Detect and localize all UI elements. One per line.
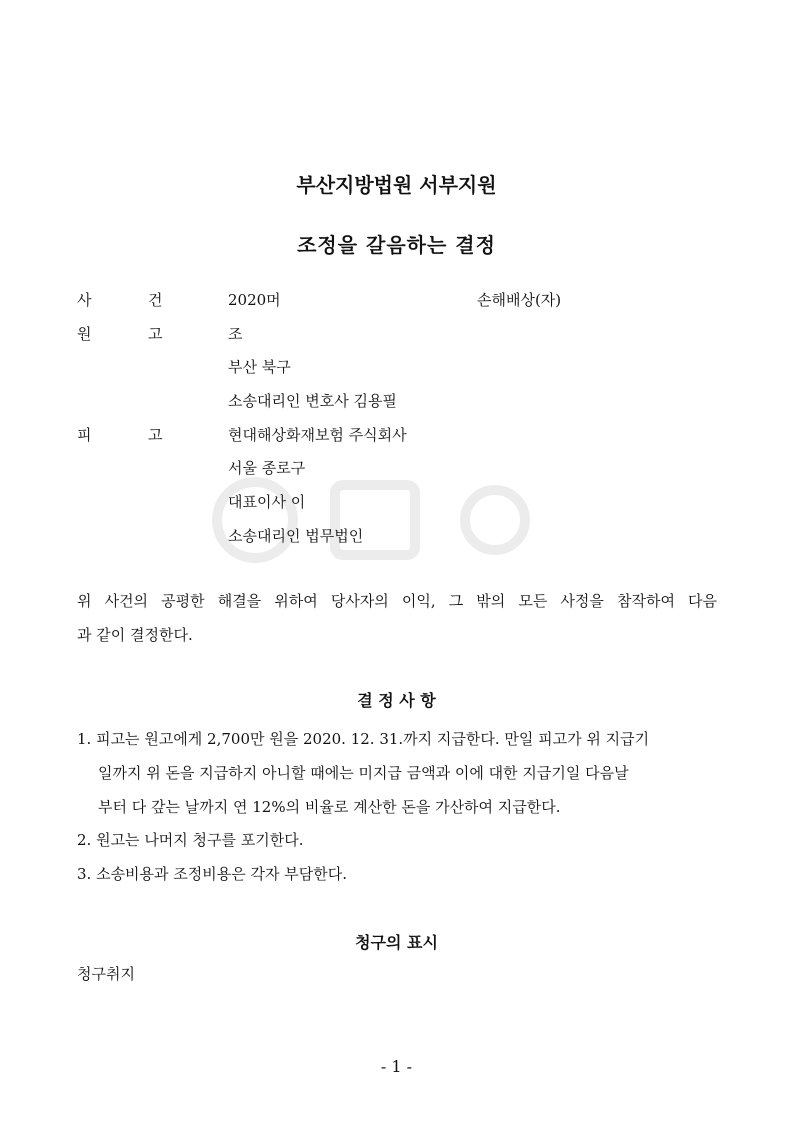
intro-word: 위 bbox=[77, 592, 92, 610]
plaintiff-label-2: 고 bbox=[148, 325, 163, 343]
intro-word: 사정을 bbox=[560, 592, 604, 610]
case-label-1: 사 bbox=[77, 291, 92, 309]
plaintiff-label-1: 원 bbox=[77, 325, 92, 343]
plaintiff-address: 부산 북구 bbox=[228, 358, 291, 376]
decision-item-2: 2. 원고는 나머지 청구를 포기한다. bbox=[77, 831, 304, 849]
defendant-counsel: 소송대리인 법무법인 bbox=[228, 527, 364, 545]
intro-line-2: 과 같이 결정한다. bbox=[77, 626, 193, 644]
decision-item-1-line-3: 부터 다 갚는 날까지 연 12%의 비율로 계산한 돈을 가산하여 지급한다. bbox=[98, 798, 561, 816]
intro-word: 공평한 bbox=[161, 592, 205, 610]
intro-word: 다음 bbox=[688, 592, 717, 610]
intro-word: 당사자의 bbox=[330, 592, 389, 610]
court-name: 부산지방법원 서부지원 bbox=[296, 173, 497, 197]
intro-word: 참작하여 bbox=[616, 592, 675, 610]
claim-heading: 청구의 표시 bbox=[355, 933, 438, 952]
case-number: 2020머 bbox=[228, 291, 281, 309]
decision-heading: 결 정 사 항 bbox=[357, 691, 436, 710]
defendant-address: 서울 종로구 bbox=[228, 459, 306, 477]
intro-word: 그 bbox=[448, 592, 464, 610]
defendant-label-1: 피 bbox=[77, 426, 92, 444]
decision-item-1-line-1: 1. 피고는 원고에게 2,700만 원을 2020. 12. 31.까지 지급한다. 만일 피고가 위 지급기 bbox=[77, 730, 650, 748]
intro-word: 해결을 bbox=[217, 592, 262, 610]
document-title: 조정을 갈음하는 결정 bbox=[297, 233, 496, 257]
claim-body: 청구취지 bbox=[77, 965, 135, 983]
intro-word: 밖의 bbox=[476, 592, 506, 610]
intro-word: 이익, bbox=[401, 592, 436, 610]
intro-word: 사건의 bbox=[104, 592, 149, 610]
page-number: - 1 - bbox=[380, 1057, 413, 1076]
decision-item-3: 3. 소송비용과 조정비용은 각자 부담한다. bbox=[77, 865, 347, 883]
defendant-representative: 대표이사 이 bbox=[228, 493, 306, 511]
defendant-name: 현대해상화재보험 주식회사 bbox=[228, 426, 407, 444]
intro-word: 모든 bbox=[518, 592, 548, 610]
case-label-2: 건 bbox=[148, 291, 163, 309]
case-type: 손해배상(자) bbox=[477, 291, 562, 309]
decision-item-1-line-2: 일까지 위 돈을 지급하지 아니할 때에는 미지급 금액과 이에 대한 지급기일 다음날 bbox=[98, 764, 629, 782]
intro-line-1 bbox=[77, 590, 717, 611]
intro-word: 위하여 bbox=[274, 592, 318, 610]
defendant-label-2: 고 bbox=[148, 426, 163, 444]
plaintiff-name: 조 bbox=[228, 325, 243, 343]
plaintiff-counsel: 소송대리인 변호사 김용필 bbox=[228, 392, 397, 410]
